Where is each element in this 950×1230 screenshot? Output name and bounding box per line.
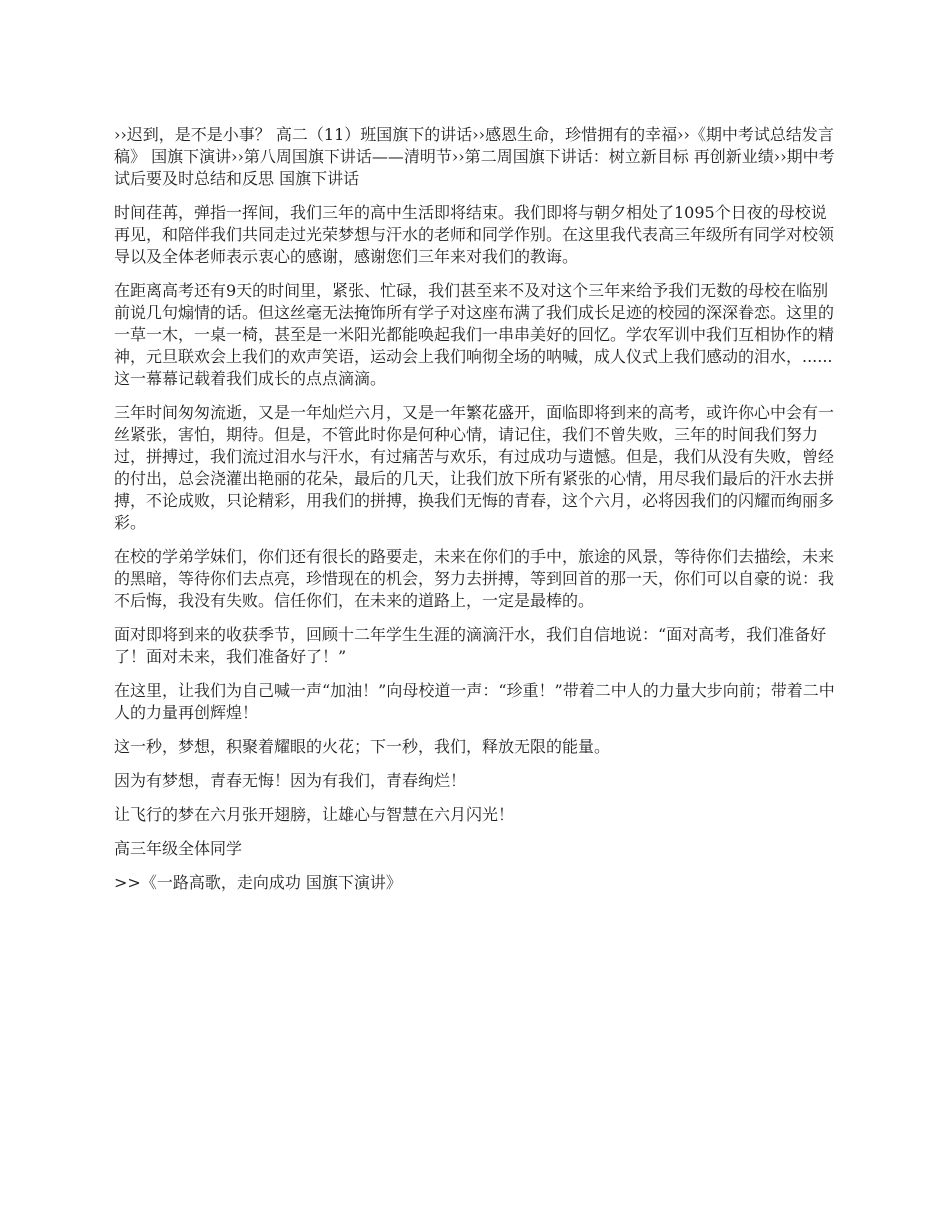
related-links <box>114 124 836 190</box>
related-link-sep: ›› <box>472 125 486 144</box>
paragraph-9: 让飞行的梦在六月张开翅膀，让雄心与智慧在六月闪光！ <box>114 805 515 824</box>
paragraph-1: 时间荏苒，弹指一挥间，我们三年的高中生活即将结束。我们即将与朝夕相处了1095个日夜的母校说再见，和陪伴我们共同走过光荣梦想与汗水的老师和同学作别。在这里我代表高三年级所有同学对校领导以及全体老师表示衷心的感谢，感谢您们三年来对我们的教诲。 <box>114 203 835 266</box>
related-link-sep: ›› <box>773 147 787 166</box>
related-link-sep: ›› <box>451 147 465 166</box>
related-link-6[interactable]: 第二周国旗下讲话：树立新目标 再创新业绩 <box>464 147 774 166</box>
related-link-sep: ›› <box>114 125 127 144</box>
paragraph-6: 在这里，让我们为自己喊一声“加油！”向母校道一声：“珍重！”带着二中人的力量大步向前；带着二中人的力量再创辉煌！ <box>114 681 835 722</box>
signature: 高三年级全体同学 <box>114 839 243 858</box>
related-link-5[interactable]: 第八周国旗下讲话——清明节 <box>243 147 452 166</box>
paragraph-5: 面对即将到来的收获季节，回顾十二年学生生涯的滴滴汗水，我们自信地说：“面对高考，我们准备好了！面对未来，我们准备好了！” <box>114 625 827 666</box>
related-link-2[interactable]: 高二（11）班国旗下的讲话 <box>275 125 473 144</box>
paragraph-2: 在距离高考还有9天的时间里，紧张、忙碌，我们甚至来不及对这个三年来给予我们无数的母校在临别前说几句煽情的话。但这丝毫无法掩饰所有学子对这座布满了我们成长足迹的校园的深深眷恋。这里的一草一木，一桌一椅，甚至是一米阳光都能唤起我们一串串美好的回忆。学农军训中我们互相协作的精神，元旦联欢会上我们的欢声笑语，运动会上我们响彻全场的呐喊，成人仪式上我们感动的泪水，......这一幕幕记载着我们成长的点点滴滴。 <box>114 281 835 388</box>
related-link-sep: ›› <box>231 147 244 166</box>
paragraph-7: 这一秒，梦想，积聚着耀眼的火花；下一秒，我们，释放无限的能量。 <box>114 737 611 756</box>
paragraph-4: 在校的学弟学妹们，你们还有很长的路要走，未来在你们的手中，旅途的风景，等待你们去描绘，未来的黑暗，等待你们去点亮，珍惜现在的机会，努力去拼搏，等到回首的那一天，你们可以自豪的说：我不后悔，我没有失败。信任你们，在未来的道路上，一定是最棒的。 <box>114 547 835 610</box>
related-link-1[interactable]: 迟到，是不是小事？ <box>126 125 276 144</box>
related-link-3[interactable]: 感恩生命，珍惜拥有的幸福 <box>485 125 678 144</box>
paragraph-8: 因为有梦想，青春无悔！因为有我们，青春绚烂！ <box>114 771 467 790</box>
article-body <box>114 124 836 906</box>
next-article <box>114 872 836 894</box>
related-link-4[interactable]: 《期中考试总结发言稿》 国旗下演讲 <box>114 125 834 166</box>
next-article-prefix: >> <box>114 873 141 892</box>
next-article-link[interactable]: 《一路高歌，走向成功 国旗下演讲》 <box>140 873 402 892</box>
related-link-sep: ›› <box>677 125 690 144</box>
paragraph-3: 三年时间匆匆流逝，又是一年灿烂六月，又是一年繁花盛开，面临即将到来的高考，或许你心中会有一丝紧张，害怕，期待。但是，不管此时你是何种心情，请记住，我们不曾失败，三年的时间我们努力过，拼搏过，我们流过泪水与汗水，有过痛苦与欢乐，有过成功与遗憾。但是，我们从没有失败，曾经的付出，总会浇灌出艳丽的花朵，最后的几天，让我们放下所有紧张的心情，用尽我们最后的汗水去拼搏，不论成败，只论精彩，用我们的拼搏，换我们无悔的青春，这个六月，必将因我们的闪耀而绚丽多彩。 <box>114 403 835 532</box>
related-link-7[interactable]: 期中考试后要及时总结和反思 国旗下讲话 <box>114 147 835 188</box>
